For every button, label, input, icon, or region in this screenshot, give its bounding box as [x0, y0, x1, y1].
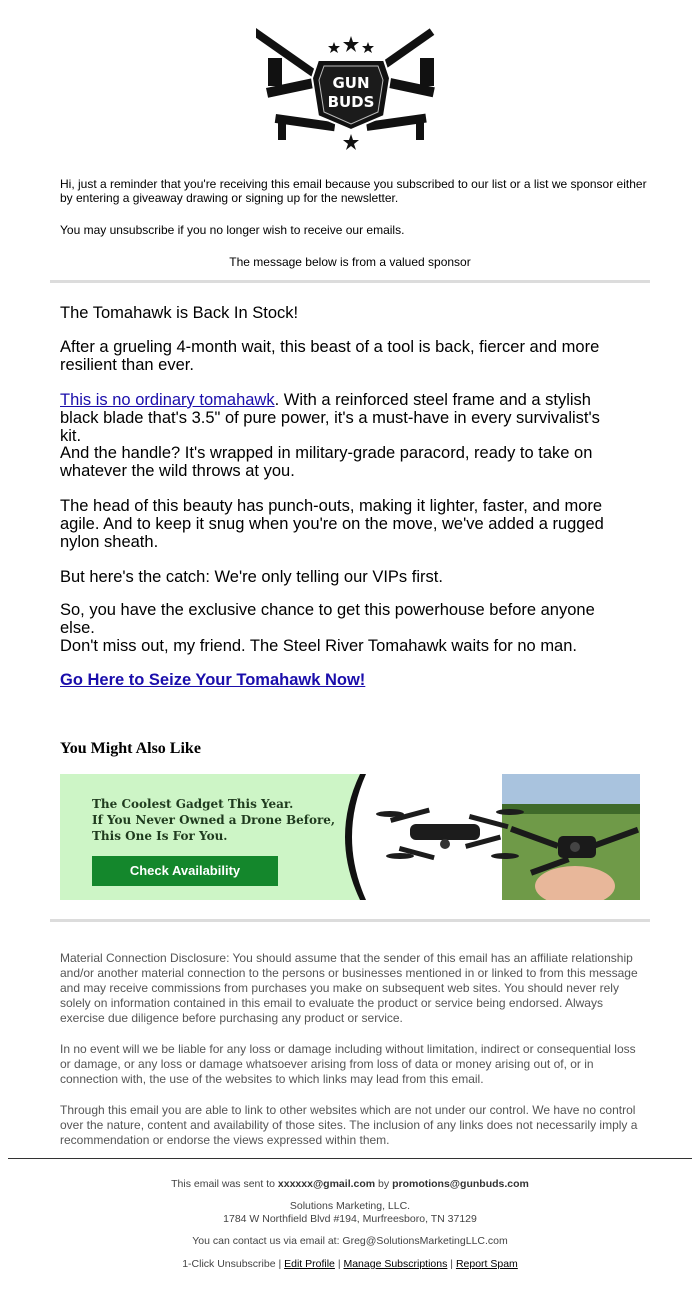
liability-disclaimer: In no event will we be liable for any loss or damage including without limitation, indirect or consequential loss or damage, or any loss or damage whatsoever arising from loss of data or money arising out of, or in connection with, the use of the websites to which links may lead from this email.: [60, 1042, 636, 1086]
unsubscribe-note: You may unsubscribe if you no longer wish to receive our emails.: [60, 223, 405, 237]
separator: |: [275, 1258, 285, 1270]
footer-links: [0, 1258, 700, 1271]
drone-banner[interactable]: [60, 774, 640, 900]
also-like-heading: You Might Also Like: [60, 740, 201, 757]
paragraph-6: So, you have the exclusive chance to get this powerhouse before anyone else.: [60, 601, 595, 637]
headline: The Tomahawk is Back In Stock!: [60, 304, 299, 322]
company-name: Solutions Marketing, LLC.: [289, 1200, 411, 1212]
banner-line-1: The Coolest Gadget This Year.: [92, 797, 294, 811]
paragraph-7: Don't miss out, my friend. The Steel River Tomahawk waits for no man.: [60, 637, 577, 655]
footer-divider: [8, 1158, 692, 1159]
manage-subscriptions-link[interactable]: Manage Subscriptions: [343, 1258, 448, 1270]
check-availability-button[interactable]: Check Availability: [92, 856, 278, 886]
paragraph-3: And the handle? It's wrapped in military-grade paracord, ready to take on whatever the wild throws at you.: [60, 444, 593, 480]
logo-line-2: BUDS: [327, 93, 375, 111]
sender-email: promotions@gunbuds.com: [392, 1178, 529, 1190]
paragraph-4: The head of this beauty has punch-outs, making it lighter, faster, and more agile. And to keep it snug when you're on the move, we've added a rugged nylon sheath.: [60, 497, 604, 551]
separator: |: [334, 1258, 344, 1270]
seize-tomahawk-link[interactable]: Go Here to Seize Your Tomahawk Now!: [60, 671, 366, 689]
crossed-guns-icon: [256, 18, 446, 150]
contact-line: You can contact us via email at: Greg@SolutionsMarketingLLC.com: [192, 1235, 508, 1247]
edit-profile-link[interactable]: Edit Profile: [284, 1258, 335, 1270]
one-click-unsubscribe[interactable]: 1-Click Unsubscribe: [182, 1258, 276, 1270]
external-links-disclaimer: Through this email you are able to link to other websites which are not under our control. We have no control over the nature, content and availability of those sites. The inclusion of any links does not necessarily imply a recommendation or endorse the views expressed within them.: [60, 1103, 638, 1147]
company-address: 1784 W Northfield Blvd #194, Murfreesboro, TN 37129: [223, 1213, 477, 1225]
logo-line-1: GUN: [332, 74, 370, 92]
recipient-email: xxxxxx@gmail.com: [277, 1178, 376, 1190]
divider: [50, 280, 650, 283]
gunbuds-logo: [256, 18, 446, 150]
banner-text: [92, 796, 352, 844]
paragraph-5: But here's the catch: We're only telling our VIPs first.: [60, 568, 443, 586]
report-spam-link[interactable]: Report Spam: [455, 1258, 518, 1270]
sent-prefix: This email was sent to: [171, 1178, 278, 1190]
banner-line-3: This One Is For You.: [92, 829, 228, 843]
separator: |: [447, 1258, 456, 1270]
paragraph-1: After a grueling 4-month wait, this beast of a tool is back, fiercer and more resilient than ever.: [60, 338, 600, 374]
divider: [50, 919, 650, 922]
subscription-reminder: Hi, just a reminder that you're receiving this email because you subscribed to our list or a list we sponsor either by entering a giveaway drawing or signing up for the newsletter.: [60, 177, 647, 205]
paragraph-2-text: . With a reinforced steel frame and a stylish black blade that's 3.5" of pure power, it's a must-have in every survivalist's kit.: [60, 391, 600, 445]
material-connection-disclosure: Material Connection Disclosure: You should assume that the sender of this email has an affiliate relationship and/or another material connection to the persons or businesses mentioned in or linked to from this message and may receive commissions from purchases you make on subsequent web sites. You should never rely solely on information contained in this email to evaluate the product or service being endorsed. Always exercise due diligence before purchasing any product or service.: [60, 951, 638, 1025]
sponsor-note: The message below is from a valued sponsor: [229, 255, 471, 269]
sent-by: by: [375, 1178, 393, 1190]
paragraph-2: [60, 391, 620, 445]
sent-to-line: [0, 1178, 700, 1191]
tomahawk-link[interactable]: This is no ordinary tomahawk: [60, 391, 275, 409]
banner-line-2: If You Never Owned a Drone Before,: [92, 813, 336, 827]
